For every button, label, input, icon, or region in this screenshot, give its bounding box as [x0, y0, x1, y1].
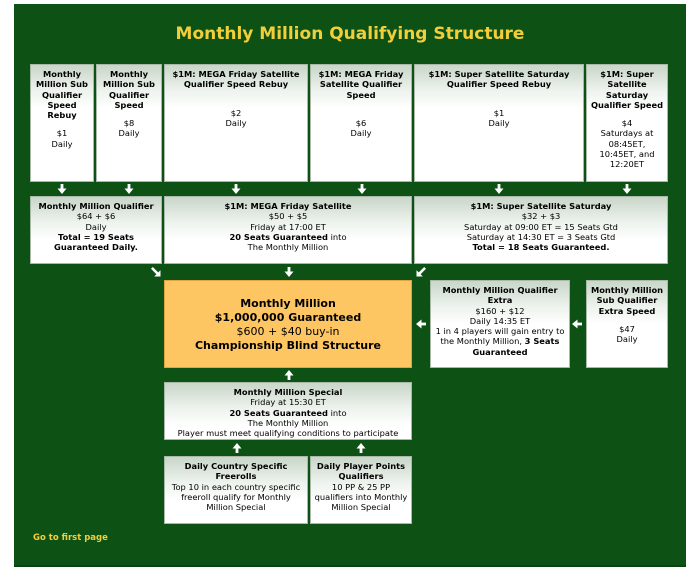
arrow-left-icon [416, 319, 426, 329]
box-super-satellite-qualifier-speed: $1M: Super Satellite Saturday Qualifier Speed $4 Saturdays at 08:45ET, 10:45ET, and 12:20ET [586, 64, 668, 182]
arrow-down-icon [124, 184, 134, 194]
box-sub-qualifier-speed: Monthly Million Sub Qualifier Speed $8 Daily [96, 64, 162, 182]
box-mega-friday-qualifier-speed-rebuy: $1M: MEGA Friday Satellite Qualifier Speed Rebuy $2 Daily [164, 64, 308, 182]
box-mega-friday-qualifier-speed: $1M: MEGA Friday Satellite Qualifier Speed $6 Daily [310, 64, 412, 182]
box-daily-country-freerolls: Daily Country Specific Freerolls Top 10 in each country specific freeroll qualify for Monthly Million Special [164, 456, 308, 524]
box-super-satellite-saturday: $1M: Super Satellite Saturday $32 + $3 Saturday at 09:00 ET = 15 Seats Gtd Saturday at 14:30 ET = 3 Seats Gtd Total = 18 Seats Guaranteed. [414, 196, 668, 264]
page-title: Monthly Million Qualifying Structure [175, 24, 525, 44]
box-super-satellite-qualifier-speed-rebuy: $1M: Super Satellite Saturday Qualifier Speed Rebuy $1 Daily [414, 64, 584, 182]
arrow-down-icon [57, 184, 67, 194]
go-to-first-page-link[interactable]: Go to first page [33, 533, 108, 543]
arrow-up-icon [356, 443, 366, 453]
box-daily-player-points-qualifiers: Daily Player Points Qualifiers 10 PP & 25 PP qualifiers into Monthly Million Special [310, 456, 412, 524]
arrow-down-icon [231, 184, 241, 194]
arrow-down-icon [284, 267, 294, 277]
arrow-left-icon [572, 319, 582, 329]
box-monthly-million-special: Monthly Million Special Friday at 15:30 ET 20 Seats Guaranteed into The Monthly Million Player must meet qualifying conditions to participate [164, 382, 412, 440]
box-monthly-million-qualifier: Monthly Million Qualifier $64 + $6 Daily Total = 19 Seats Guaranteed Daily. [30, 196, 162, 264]
arrow-down-icon [622, 184, 632, 194]
box-qualifier-extra: Monthly Million Qualifier Extra $160 + $12 Daily 14:35 ET 1 in 4 players will gain entry to the Monthly Million, 3 Seats Guaranteed [430, 280, 570, 368]
arrow-up-icon [284, 370, 294, 380]
arrow-diagonal-down-left-icon [416, 267, 426, 277]
arrow-diagonal-down-right-icon [151, 267, 161, 277]
box-sub-qualifier-extra-speed: Monthly Million Sub Qualifier Extra Speed $47 Daily [586, 280, 668, 368]
box-sub-qualifier-speed-rebuy: Monthly Million Sub Qualifier Speed Rebuy $1 Daily [30, 64, 94, 182]
box-mega-friday-satellite: $1M: MEGA Friday Satellite $50 + $5 Friday at 17:00 ET 20 Seats Guaranteed into The Monthly Million [164, 196, 412, 264]
arrow-up-icon [232, 443, 242, 453]
arrow-down-icon [357, 184, 367, 194]
main-event-box: Monthly Million $1,000,000 Guaranteed $600 + $40 buy-in Championship Blind Structure [164, 280, 412, 368]
arrow-down-icon [494, 184, 504, 194]
